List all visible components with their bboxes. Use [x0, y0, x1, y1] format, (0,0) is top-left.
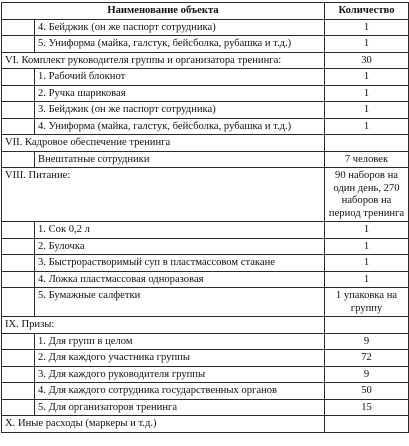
item-qty: 1	[325, 271, 409, 288]
indent-cell	[2, 350, 35, 367]
indent-cell	[2, 151, 35, 168]
item-name: 1. Для групп в целом	[35, 333, 325, 350]
item-name: 2. Для каждого участника группы	[35, 350, 325, 367]
section-row	[2, 317, 409, 334]
item-qty: 15	[325, 399, 409, 416]
item-qty: 1	[325, 222, 409, 239]
item-name: 3. Для каждого руководителя группы	[35, 366, 325, 383]
table-row	[2, 102, 409, 119]
item-qty: 1	[325, 255, 409, 272]
item-name: 1. Рабочий блокнот	[35, 69, 325, 86]
indent-cell	[2, 102, 35, 119]
table-row	[2, 366, 409, 383]
item-qty	[325, 317, 409, 334]
item-name: 5. Униформа (майка, галстук, бейсболка, рубашка и т.д.)	[35, 36, 325, 53]
item-qty: 9	[325, 333, 409, 350]
item-qty: 72	[325, 350, 409, 367]
item-name: 4. Для каждого сотрудника государственных органов	[35, 383, 325, 400]
item-qty: 9	[325, 366, 409, 383]
item-qty: 50	[325, 383, 409, 400]
section-row	[2, 168, 409, 222]
table-row	[2, 19, 409, 36]
section-title: VII. Кадровое обеспечение тренинга	[2, 135, 325, 152]
item-qty	[325, 416, 409, 433]
section-row	[2, 135, 409, 152]
table-row	[2, 288, 409, 317]
table-row	[2, 350, 409, 367]
indent-cell	[2, 69, 35, 86]
table-row	[2, 238, 409, 255]
table-row	[2, 255, 409, 272]
indent-cell	[2, 19, 35, 36]
indent-cell	[2, 36, 35, 53]
item-name: 1. Сок 0,2 л	[35, 222, 325, 239]
item-qty: 1	[325, 36, 409, 53]
indent-cell	[2, 366, 35, 383]
indent-cell	[2, 238, 35, 255]
indent-cell	[2, 255, 35, 272]
indent-cell	[2, 222, 35, 239]
item-name: 4. Униформа (майка, галстук, бейсболка, рубашка и т.д.)	[35, 118, 325, 135]
table-row	[2, 222, 409, 239]
indent-cell	[2, 333, 35, 350]
table-row	[2, 271, 409, 288]
item-name: 2. Ручка шариковая	[35, 85, 325, 102]
item-qty: 1	[325, 69, 409, 86]
table-header-row	[2, 3, 409, 20]
table-row	[2, 69, 409, 86]
item-qty: 1 упаковка на группу	[325, 288, 409, 317]
indent-cell	[2, 288, 35, 317]
indent-cell	[2, 118, 35, 135]
table-row	[2, 399, 409, 416]
item-name: 4. Бейджик (он же паспорт сотрудника)	[35, 19, 325, 36]
item-name: 5. Бумажные салфетки	[35, 288, 325, 317]
item-name: 5. Для организаторов тренинга	[35, 399, 325, 416]
item-qty: 7 человек	[325, 151, 409, 168]
section-title: IX. Призы:	[2, 317, 325, 334]
item-name: Внештатные сотрудники	[35, 151, 325, 168]
item-qty: 1	[325, 118, 409, 135]
indent-cell	[2, 85, 35, 102]
table-row	[2, 151, 409, 168]
section-title: VI. Комплект руководителя группы и организатора тренинга:	[2, 52, 325, 69]
item-name: 4. Ложка пластмассовая одноразовая	[35, 271, 325, 288]
item-qty: 1	[325, 19, 409, 36]
table-row	[2, 36, 409, 53]
indent-cell	[2, 399, 35, 416]
item-qty: 1	[325, 238, 409, 255]
item-qty: 1	[325, 102, 409, 119]
equipment-table	[1, 2, 409, 433]
header-name: Наименование объекта	[2, 3, 325, 20]
item-name: 2. Булочка	[35, 238, 325, 255]
section-title: VIII. Питание:	[2, 168, 325, 222]
section-row	[2, 416, 409, 433]
item-name: 3. Быстрорастворимый суп в пластмассовом стакане	[35, 255, 325, 272]
item-qty	[325, 135, 409, 152]
table-row	[2, 333, 409, 350]
header-qty: Количество	[325, 3, 409, 20]
indent-cell	[2, 383, 35, 400]
item-qty: 30	[325, 52, 409, 69]
table-row	[2, 383, 409, 400]
table-row	[2, 85, 409, 102]
item-qty: 90 наборов на один день, 270 наборов на период тренинга	[325, 168, 409, 222]
table-row	[2, 118, 409, 135]
item-qty: 1	[325, 85, 409, 102]
indent-cell	[2, 271, 35, 288]
section-title: X. Иные расходы (маркеры и т.д.)	[2, 416, 325, 433]
item-name: 3. Бейджик (он же паспорт сотрудника)	[35, 102, 325, 119]
section-row	[2, 52, 409, 69]
table-body	[2, 19, 409, 432]
